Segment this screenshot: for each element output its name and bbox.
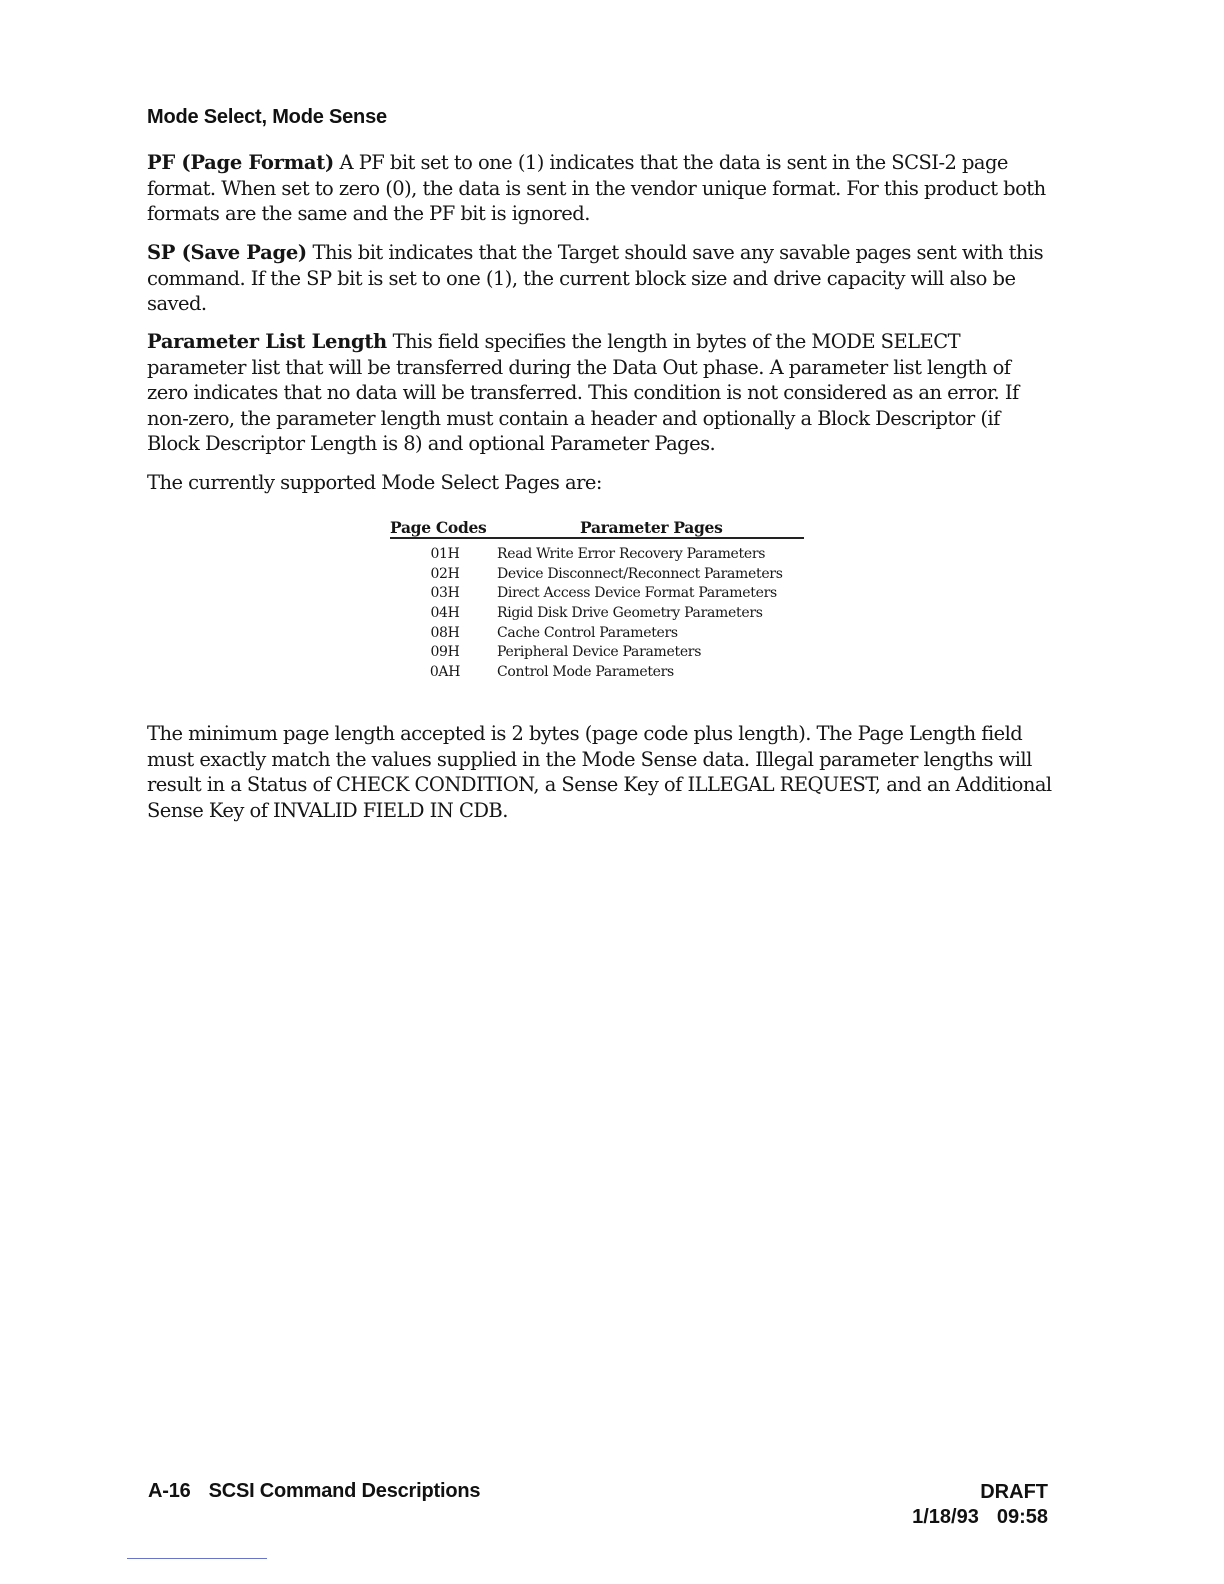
parameter-page-cell: Control Mode Parameters — [497, 664, 674, 681]
parameter-page-cell: Peripheral Device Parameters — [497, 644, 702, 661]
page-footer-left — [148, 1480, 480, 1503]
parameter-page-cell: Rigid Disk Drive Geometry Parameters — [497, 605, 763, 622]
table-row — [390, 643, 804, 663]
parameter-page-cell: Device Disconnect/Reconnect Parameters — [497, 565, 783, 582]
draft-timestamp — [912, 1505, 1048, 1530]
page-code-cell: 08H — [430, 624, 460, 641]
page-code-cell: 02H — [430, 565, 460, 582]
page-number: A-16 — [148, 1480, 191, 1502]
page-code-cell: 03H — [430, 585, 460, 602]
header-page-codes: Page Codes — [390, 518, 487, 537]
paragraph-page-format-text: A PF bit set to one (1) indicates that the data is sent in the SCSI-2 page format. When set to zero (0), the data is sent in the vendor unique format. For this product both formats are the same and the PF bit is ignored. — [147, 151, 1046, 225]
paragraph-parameter-list-length — [147, 329, 1052, 457]
table-header — [390, 515, 804, 539]
paragraph-save-page — [147, 240, 1052, 317]
term-save-page: SP (Save Page) — [147, 241, 307, 264]
page-code-cell: 0AH — [429, 664, 461, 681]
draft-date: 1/18/93 — [912, 1506, 979, 1528]
draft-label: DRAFT — [980, 1481, 1048, 1503]
footer-section-title: SCSI Command Descriptions — [208, 1480, 481, 1502]
section-heading: Mode Select, Mode Sense — [147, 106, 387, 128]
mode-select-pages-table — [390, 515, 804, 683]
bottom-rule-divider — [127, 1558, 267, 1559]
parameter-page-cell: Cache Control Parameters — [497, 624, 678, 641]
table-row — [390, 624, 804, 644]
table-row — [390, 663, 804, 683]
page-code-cell: 04H — [430, 605, 460, 622]
paragraph-minimum-page-length: The minimum page length accepted is 2 bytes (page code plus length). The Page Length field must exactly match the values supplied in the Mode Sense data. Illegal parameter lengths will result in a Status of CHECK CONDITION, a Sense Key of ILLEGAL REQUEST, and an Additional Sense Key of INVALID FIELD IN CDB. — [147, 722, 1052, 822]
paragraph-parameter-list-length-text: This field specifies the length in bytes of the MODE SELECT parameter list that will be transferred during the Data Out phase. A parameter list length of zero indicates that no data will be transferred. This condition is not considered as an error. If non-zero, the parameter length must contain a header and optionally a Block Descriptor (if Block Descriptor Length is 8) and optional Parameter Pages. — [147, 330, 1019, 455]
table-row — [390, 565, 804, 585]
paragraph-page-format — [147, 150, 1052, 227]
table-row — [390, 604, 804, 624]
table-row — [390, 584, 804, 604]
table-body — [390, 545, 804, 683]
term-page-format: PF (Page Format) — [147, 151, 334, 174]
page-code-cell: 09H — [430, 644, 460, 661]
paragraph-save-page-text: This bit indicates that the Target should save any savable pages sent with this command. If the SP bit is set to one (1), the current block size and drive capacity will also be saved. — [147, 241, 1044, 315]
parameter-page-cell: Read Write Error Recovery Parameters — [497, 546, 766, 562]
table-row — [390, 545, 804, 565]
draft-time: 09:58 — [996, 1506, 1048, 1528]
page-code-cell: 01H — [430, 546, 460, 562]
paragraph-supported-pages-intro: The currently supported Mode Select Pages are: — [147, 471, 602, 494]
parameter-page-cell: Direct Access Device Format Parameters — [497, 585, 777, 602]
header-parameter-pages: Parameter Pages — [580, 518, 723, 537]
term-parameter-list-length: Parameter List Length — [147, 330, 387, 353]
page-footer-right — [912, 1480, 1048, 1530]
